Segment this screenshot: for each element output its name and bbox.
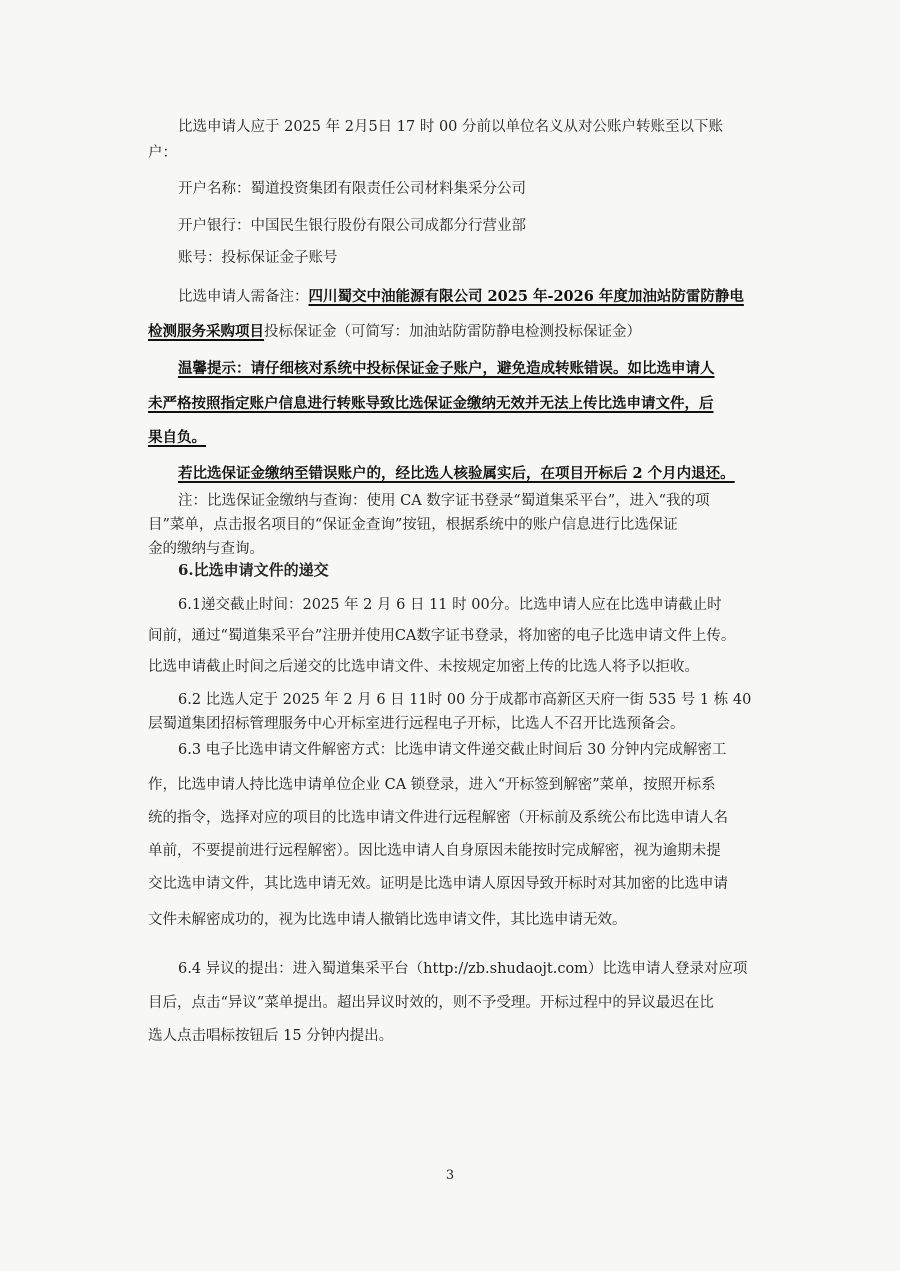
section-heading-6: 6.比选申请文件的递交	[178, 561, 329, 579]
s63-line2: 作，比选申请人持比选申请单位企业 CA 锁登录，进入“开标签到解密”菜单，按照开标系	[148, 777, 716, 793]
note-line2: 目”菜单，点击报名项目的“保证金查询”按钮，根据系统中的账户信息进行比选保证	[148, 517, 678, 533]
p1-line2: 户：	[148, 145, 177, 161]
remark-suffix: 投标保证金（可简写：加油站防雷防静电检测投标保证金）	[264, 324, 641, 340]
s64-line2: 目后，点击“异议”菜单提出。超出异议时效的，则不予受理。开标过程中的异议最迟在比	[148, 995, 714, 1011]
note-line3: 金的缴纳与查询。	[148, 541, 264, 557]
s64-line3: 选人点击唱标按钮后 15 分钟内提出。	[148, 1028, 394, 1044]
remark-line2	[148, 319, 641, 345]
account-number: 账号：投标保证金子账号	[178, 250, 338, 266]
s63-line3: 统的指令，选择对应的项目的比选申请文件进行远程解密（开标前及系统公布比选申请人名	[148, 810, 728, 826]
warning-line1: 温馨提示：请仔细核对系统中投标保证金子账户，避免造成转账错误。如比选申请人	[178, 360, 715, 377]
note-line1: 注：比选保证金缴纳与查询：使用 CA 数字证书登录“蜀道集采平台”，进入“我的项	[178, 493, 710, 509]
s63-line4: 单前，不要提前进行远程解密）。因比选申请人自身原因未能按时完成解密，视为逾期未提	[148, 843, 721, 859]
remark-project-name-2: 检测服务采购项目	[148, 323, 264, 340]
page-number: 3	[445, 1168, 455, 1183]
s63-line6: 文件未解密成功的，视为比选申请人撤销比选申请文件，其比选申请无效。	[148, 912, 627, 928]
s62-line2: 层蜀道集团招标管理服务中心开标室进行远程电子开标，比选人不召开比选预备会。	[148, 716, 685, 732]
remark-line1	[178, 284, 744, 310]
refund-notice: 若比选保证金缴纳至错误账户的，经比选人核验属实后，在项目开标后 2 个月内退还。	[178, 465, 735, 482]
s63-line5: 交比选申请文件，其比选申请无效。证明是比选申请人原因导致开标时对其加密的比选申请	[148, 876, 728, 892]
warning-line3: 果自负。	[148, 429, 206, 446]
s61-line3: 比选申请截止时间之后递交的比选申请文件、未按规定加密上传的比选人将予以拒收。	[148, 659, 699, 675]
s62-line1: 6.2 比选人定于 2025 年 2 月 6 日 11时 00 分于成都市高新区天府一街 535 号 1 栋 40	[178, 692, 752, 708]
remark-prefix: 比选申请人需备注：	[178, 289, 309, 305]
p1-line1: 比选申请人应于 2025 年 2月5日 17 时 00 分前以单位名义从对公账户转账至以下账	[178, 119, 724, 135]
s63-line1: 6.3 电子比选申请文件解密方式：比选申请文件递交截止时间后 30 分钟内完成解密工	[178, 742, 727, 758]
s61-line1: 6.1递交截止时间：2025 年 2 月 6 日 11 时 00分。比选申请人应在比选申请截止时	[178, 597, 722, 613]
account-name: 开户名称：蜀道投资集团有限责任公司材料集采分公司	[178, 181, 526, 197]
s64-line1: 6.4 异议的提出：进入蜀道集采平台（http://zb.shudaojt.com）比选申请人登录对应项	[178, 961, 748, 977]
warning-line2: 未严格按照指定账户信息进行转账导致比选保证金缴纳无效并无法上传比选申请文件，后	[148, 395, 714, 412]
s61-line2: 间前，通过“蜀道集采平台”注册并使用CA数字证书登录，将加密的电子比选申请文件上传。	[148, 628, 736, 644]
remark-project-name-1: 四川蜀交中油能源有限公司 2025 年-2026 年度加油站防雷防静电	[308, 288, 744, 305]
bank-name: 开户银行：中国民生银行股份有限公司成都分行营业部	[178, 218, 526, 234]
